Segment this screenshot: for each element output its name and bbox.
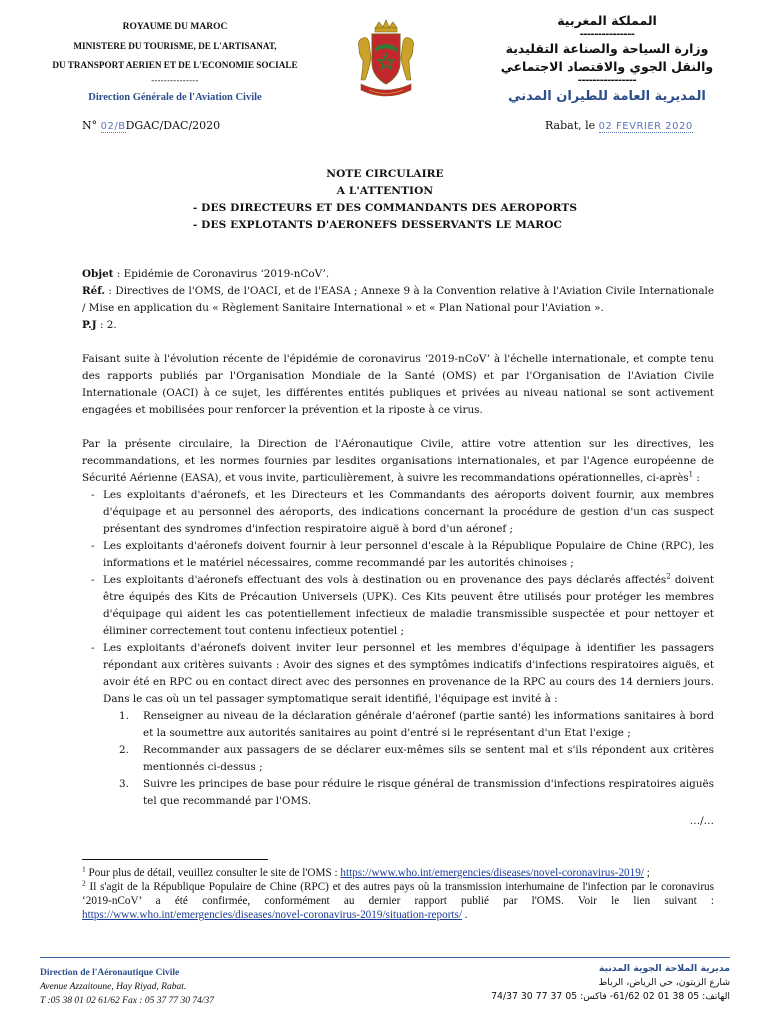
reference-prefix: N° bbox=[82, 119, 98, 132]
attachments-text: : 2. bbox=[96, 319, 117, 331]
attachments-label: P.J bbox=[82, 319, 97, 331]
subject-text: : Epidémie de Coronavirus ‘2019-nCoV’. bbox=[113, 268, 330, 280]
reference-date bbox=[545, 119, 693, 132]
list-item: - Les exploitants d'aéronefs doivent fournir à leur personnel d'escale à la République Populaire de Chine (RPC), les informations et le matériel nécessaires, comme recommandé par les autorités chinoises ; bbox=[91, 538, 714, 572]
addressee-list bbox=[193, 200, 577, 234]
footnote-rule bbox=[82, 859, 268, 860]
header-separator: --------------- bbox=[151, 76, 199, 85]
addressee-item: - DES EXPLOTANTS D'AERONEFS DESSERVANTS LE MAROC bbox=[192, 219, 563, 231]
subject-line bbox=[82, 266, 714, 283]
item-number: 3. bbox=[119, 778, 129, 790]
list-item bbox=[91, 572, 714, 640]
references-text: : Directives de l'OMS, de l'OACI, et de l'EASA ; Annexe 9 à la Convention relative à l'Aviation Civile Internationale / Mise en application du « Règlement Sanitaire International » et « Plan National pour l'Aviation ». bbox=[82, 285, 714, 314]
footer-phone-arabic: الهاتف: 05 38 01 02 61/62- فاكس: 05 37 77 30 74/37 bbox=[491, 991, 730, 1002]
footer-contact bbox=[40, 966, 370, 1008]
ministry-line-1-arabic: وزارة السياحة والصناعة التقليدية bbox=[505, 41, 709, 56]
who-link[interactable]: https://www.who.int/emergencies/diseases/novel-coronavirus-2019/ bbox=[340, 867, 644, 879]
directorate-title: Direction Générale de l'Aviation Civile bbox=[88, 92, 262, 103]
footnotes bbox=[82, 866, 714, 922]
footnote-end: . bbox=[462, 909, 468, 921]
paragraph-end: : bbox=[693, 472, 700, 484]
header-right-arabic bbox=[482, 12, 732, 106]
recommendations-list bbox=[91, 487, 714, 810]
title-line-2: A L'ATTENTION bbox=[336, 185, 434, 197]
subject-label: Objet bbox=[82, 268, 114, 280]
item-text: Suivre les principes de base pour réduire le risque général de transmission d'infections respiratoires aiguës tel que recommandé par l'OMS. bbox=[143, 778, 714, 807]
item-number: 2. bbox=[119, 744, 129, 756]
footer-address: Avenue Azzaitoune, Hay Riyad, Rabat. bbox=[40, 982, 187, 992]
footer-org: Direction de l'Aéronautique Civile bbox=[40, 968, 180, 978]
list-item-text: Les exploitants d'aéronefs doivent inviter leur personnel et les membres d'équipage à identifier les passagers répondant aux critères suivants : Avoir des signes et des symptômes indicatifs d'infections respiratoires aiguës, et avoir été en RPC ou en contact direct avec des personnes en provenance de la RPC au cours des 14 derniers jours. Dans le cas où un tel passager symptomatique serait identifié, l'équipage est invité à : bbox=[103, 642, 714, 705]
paragraph-recommendations bbox=[82, 436, 714, 487]
reference-stamp: 02/B bbox=[100, 121, 126, 132]
item-number: 1. bbox=[119, 710, 129, 722]
kingdom-title: ROYAUME DU MAROC bbox=[122, 22, 228, 32]
footer-org-arabic: مديرية الملاحة الجوية المدنية bbox=[598, 963, 730, 974]
header-separator-arabic: --------------- bbox=[579, 29, 635, 40]
date-stamp: 02 FEVRIER 2020 bbox=[598, 121, 693, 132]
morocco-coat-of-arms-icon bbox=[355, 18, 417, 106]
circular-title bbox=[0, 166, 770, 234]
footnote-text: Pour plus de détail, veuillez consulter le site de l'OMS : bbox=[85, 867, 341, 879]
ministry-line-2-arabic: والنقل الجوي والاقتصاد الاجتماعي bbox=[500, 59, 714, 74]
reference-number bbox=[82, 119, 220, 132]
footnote-1 bbox=[82, 866, 714, 880]
list-item bbox=[91, 640, 714, 810]
continued-marker: …/… bbox=[689, 815, 714, 827]
references-line bbox=[82, 283, 714, 317]
document-body bbox=[82, 266, 714, 830]
list-item: - Les exploitants d'aéronefs, et les Directeurs et les Commandants des aéroports doivent fournir, aux membres d'équipage et au personnel des aéroports, des indications concernant la procédure de gestion d'un cas suspect présentant des syndromes d'infection respiratoire aiguë à bord d'un aéronef ; bbox=[91, 487, 714, 538]
numbered-item bbox=[109, 708, 714, 742]
footnote-text: Il s'agit de la République Populaire de Chine (RPC) et des autres pays où la transmission interhumaine de l'infection par le coronavirus ‘2019-nCoV’ a été confirmée, conformément au dernier rapport publié par l'OMS. Voir le lien suivant : bbox=[82, 881, 714, 907]
header-left bbox=[40, 18, 310, 106]
directorate-title-arabic: المديرية العامة للطيران المدني bbox=[508, 89, 706, 104]
addressee-item: - DES DIRECTEURS ET DES COMMANDANTS DES AEROPORTS bbox=[192, 202, 578, 214]
footnote-end: ; bbox=[643, 867, 650, 879]
kingdom-title-arabic: المملكة المغربية bbox=[557, 13, 657, 28]
reference-suffix: DGAC/DAC/2020 bbox=[125, 119, 221, 132]
header-separator-arabic-2: ---------------- bbox=[577, 75, 637, 86]
references-label: Réf. bbox=[82, 285, 105, 297]
list-item-text-cont: doivent être équipés des Kits de Précaution Universels (UPK). Ces Kits peuvent être utilisés pour protéger les membres d'équipage qui aident les cas potentiellement infectieux de maladie transmissible suspectée et pour nettoyer et éliminer correctement tout contenu infectieux potentiel ; bbox=[103, 574, 714, 637]
numbered-item bbox=[109, 776, 714, 810]
paragraph-context: Faisant suite à l'évolution récente de l'épidémie de coronavirus ‘2019-nCoV’ à l'échelle internationale, et compte tenu des rapports publiés par l'Organisation Mondiale de la Santé (OMS) et par l'Organisation de l'Aviation Civile Internationale (OACI) à ce sujet, les différentes entités publiques et privées au niveau national se sont activement engagées et mobilisées pour renforcer la prévention et la riposte à ce virus. bbox=[82, 353, 714, 416]
footer-rule bbox=[40, 957, 730, 958]
date-place: Rabat, le bbox=[545, 119, 596, 132]
footer-address-arabic: شارع الزيتون، حي الرياض، الرباط bbox=[598, 977, 730, 988]
footnote-mark: 2 bbox=[82, 878, 86, 888]
footnote-mark: 1 bbox=[82, 864, 86, 874]
footnote-2 bbox=[82, 880, 714, 922]
numbered-item bbox=[109, 742, 714, 776]
ministry-line-2: DU TRANSPORT AERIEN ET DE L'ECONOMIE SOCIALE bbox=[52, 60, 298, 70]
item-text: Renseigner au niveau de la déclaration générale d'aéronef (partie santé) les informations sanitaires à bord et la soumettre aux autorités sanitaires au point d'entré si le représentant d'un Etat l'exige ; bbox=[143, 710, 714, 739]
attachments-line bbox=[82, 317, 714, 334]
title-line-1: NOTE CIRCULAIRE bbox=[326, 168, 444, 180]
footnote-ref-1: 1 bbox=[688, 470, 694, 479]
footnote-ref-2: 2 bbox=[666, 572, 671, 581]
situation-reports-link[interactable]: https://www.who.int/emergencies/diseases/novel-coronavirus-2019/situation-reports/ bbox=[82, 909, 462, 921]
ministry-line-1: MINISTERE DU TOURISME, DE L'ARTISANAT, bbox=[73, 41, 277, 51]
footer-phone: T :05 38 01 02 61/62 Fax : 05 37 77 30 74/37 bbox=[40, 996, 214, 1006]
footer-contact-arabic bbox=[390, 962, 730, 1004]
item-text: Recommander aux passagers de se déclarer eux-mêmes sils se sentent mal et s'ils répondent aux critères mentionnés ci-dessus ; bbox=[143, 744, 714, 773]
list-item-text: Les exploitants d'aéronefs effectuant des vols à destination ou en provenance des pays déclarés affectés bbox=[103, 574, 667, 586]
paragraph-recommendations-text: Par la présente circulaire, la Direction de l'Aéronautique Civile, attire votre attention sur les directives, les recommandations, et les normes fournies par lesdites organisations internationales, et par l'Agence européenne de Sécurité Aérienne (EASA), et vous invite, particulièrement, à suivre les recommandations opérationnelles, ci-après bbox=[82, 438, 714, 484]
crew-actions-list bbox=[109, 708, 714, 810]
